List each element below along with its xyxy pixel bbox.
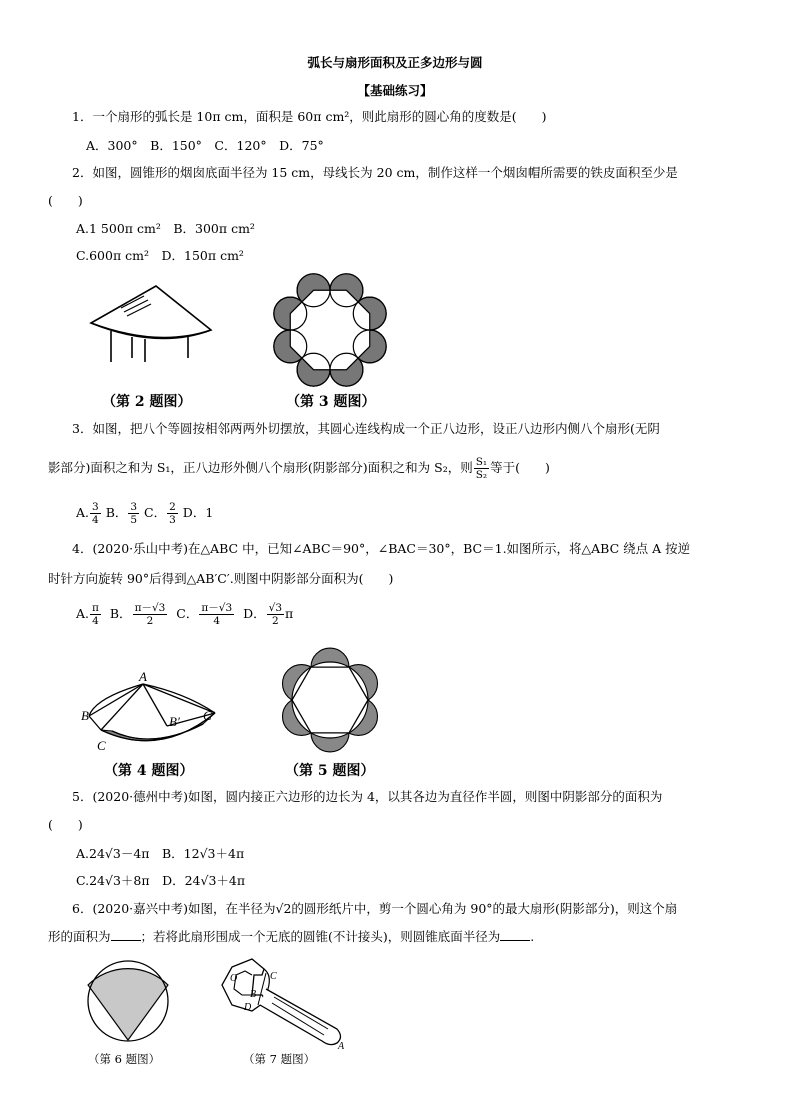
q5-figure-caption: （第 5 题图） bbox=[285, 763, 375, 779]
q3-stem: 3．如图，把八个等圆按相邻两两外切摆放，其圆心连线构成一个正八边形，设正八边形内侧八个扇形(无阴 bbox=[72, 421, 660, 436]
q7-label-b: B bbox=[250, 989, 257, 1000]
q1-options: A．300° B．150° C．120° D．75° bbox=[86, 138, 324, 153]
q3-opt-c-den: 3 bbox=[169, 514, 176, 526]
q4-opt-a-den: 4 bbox=[92, 615, 99, 627]
q7-label-c: C bbox=[270, 971, 277, 982]
q4-label-b: B bbox=[81, 708, 89, 723]
figure-q4-rotation bbox=[81, 668, 220, 758]
q3-opt-a-den: 4 bbox=[92, 514, 99, 526]
q4-label-cprime: C′ bbox=[203, 708, 215, 723]
q3-opt-b-frac bbox=[128, 501, 139, 526]
q2-options-row2: C.600π cm² D．150π cm² bbox=[76, 248, 244, 263]
q7-label-a: A bbox=[338, 1041, 345, 1052]
q3-figure-caption: （第 3 题图） bbox=[286, 394, 376, 410]
q2-options-row1: A.1 500π cm² B．300π cm² bbox=[76, 221, 255, 236]
q1-stem: 1．一个扇形的弧长是 10π cm，面积是 60π cm²，则此扇形的圆心角的度数是( ) bbox=[72, 109, 547, 124]
q4-opt-b-num: π－√3 bbox=[134, 602, 166, 614]
q3-ratio-den: S₂ bbox=[475, 469, 488, 481]
figure-q6-circle-sector bbox=[78, 955, 178, 1045]
q7-label-d: D bbox=[244, 1002, 252, 1013]
q4-opt-d-den: 2 bbox=[271, 615, 279, 627]
q4-options bbox=[76, 602, 293, 627]
q4-opt-d-label: D． bbox=[243, 606, 266, 621]
q3-stem-text-b: 等于( ) bbox=[490, 460, 550, 475]
q4-opt-d-frac bbox=[267, 602, 284, 627]
q6-stem: 6．(2020·嘉兴中考)如图，在半径为√2的圆形纸片中，剪一个圆心角为 90°的最大扇形(阴影部分)，则这个扇 bbox=[72, 901, 678, 916]
q6-blank-area[interactable] bbox=[111, 940, 141, 941]
q3-stem-cont bbox=[48, 456, 550, 481]
q4-opt-c-num: π－√3 bbox=[201, 602, 233, 614]
q3-opt-a-label: A. bbox=[76, 505, 90, 520]
q3-ratio-fraction bbox=[474, 456, 489, 481]
q4-opt-c-den: 4 bbox=[213, 615, 221, 627]
q4-opt-b-label: B． bbox=[109, 606, 132, 621]
q4-opt-d-tail: π bbox=[285, 606, 294, 621]
q6-text-1: 形的面积为 bbox=[48, 929, 111, 944]
q4-opt-a-frac bbox=[90, 602, 101, 627]
q2-stem: 2．如图，圆锥形的烟囱底面半径为 15 cm，母线长为 20 cm，制作这样一个烟囱帽所需要的铁皮面积至少是 bbox=[72, 165, 678, 180]
q7-figure-caption: （第 7 题图） bbox=[243, 1052, 316, 1066]
q3-opt-b-label: B． bbox=[105, 505, 128, 520]
q3-opt-c-label: C． bbox=[144, 505, 167, 520]
page-title: 弧长与扇形面积及正多边形与圆 bbox=[307, 55, 483, 70]
q6-stem-cont bbox=[48, 928, 534, 946]
q6-text-3: . bbox=[530, 929, 535, 944]
figure-q2-chimney-cap bbox=[88, 278, 218, 363]
q4-label-bprime: B′ bbox=[169, 714, 180, 729]
q3-opt-c-num: 2 bbox=[169, 501, 176, 513]
q3-options bbox=[76, 501, 213, 526]
q6-figure-caption: （第 6 题图） bbox=[88, 1052, 161, 1066]
q4-opt-c-frac bbox=[199, 602, 234, 627]
figure-q3-eight-circles bbox=[270, 270, 390, 390]
q5-options-row1: A.24√3－4π B．12√3＋4π bbox=[76, 846, 245, 861]
q4-opt-a-num: π bbox=[92, 602, 99, 614]
q4-stem-cont: 时针方向旋转 90°后得到△AB′C′.则图中阴影部分面积为( ) bbox=[48, 571, 394, 586]
figure-q5-hexagon bbox=[270, 640, 390, 760]
q6-blank-radius[interactable] bbox=[500, 940, 530, 941]
q2-stem-cont: ( ) bbox=[48, 193, 83, 208]
q3-opt-a-frac bbox=[90, 501, 101, 526]
q4-label-a: A bbox=[139, 669, 147, 684]
q3-ratio-num: S₁ bbox=[475, 456, 488, 468]
q4-opt-b-frac bbox=[133, 602, 168, 627]
q4-opt-b-den: 2 bbox=[146, 615, 154, 627]
q4-opt-c-label: C． bbox=[176, 606, 199, 621]
q4-label-c: C bbox=[97, 738, 106, 753]
q5-options-row2: C.24√3＋8π D．24√3＋4π bbox=[76, 873, 246, 888]
figure-q7-wrench bbox=[212, 955, 352, 1050]
q4-figure-caption: （第 4 题图） bbox=[104, 763, 194, 779]
section-heading: 【基础练习】 bbox=[357, 83, 433, 98]
q7-label-o: O bbox=[230, 973, 238, 984]
q4-opt-d-num: √3 bbox=[268, 602, 283, 614]
q6-text-2: ；若将此扇形围成一个无底的圆锥(不计接头)，则圆锥底面半径为 bbox=[140, 929, 501, 944]
q3-opt-d: D．1 bbox=[182, 505, 214, 520]
q3-opt-b-num: 3 bbox=[130, 501, 138, 513]
q3-opt-c-frac bbox=[167, 501, 178, 526]
q4-stem: 4．(2020·乐山中考)在△ABC 中，已知∠ABC＝90°，∠BAC＝30°，BC＝1.如图所示，将△ABC 绕点 A 按逆 bbox=[72, 541, 691, 556]
q3-opt-a-num: 3 bbox=[92, 501, 99, 513]
q5-stem: 5．(2020·德州中考)如图，圆内接正六边形的边长为 4，以其各边为直径作半圆，则图中阴影部分的面积为 bbox=[72, 789, 663, 804]
q3-stem-text-a: 影部分)面积之和为 S₁，正八边形外侧八个扇形(阴影部分)面积之和为 S₂，则 bbox=[48, 460, 473, 475]
q2-figure-caption: （第 2 题图） bbox=[102, 394, 192, 410]
q4-opt-a-label: A. bbox=[76, 606, 90, 621]
q3-opt-b-den: 5 bbox=[130, 514, 138, 526]
q5-stem-cont: ( ) bbox=[48, 817, 83, 832]
